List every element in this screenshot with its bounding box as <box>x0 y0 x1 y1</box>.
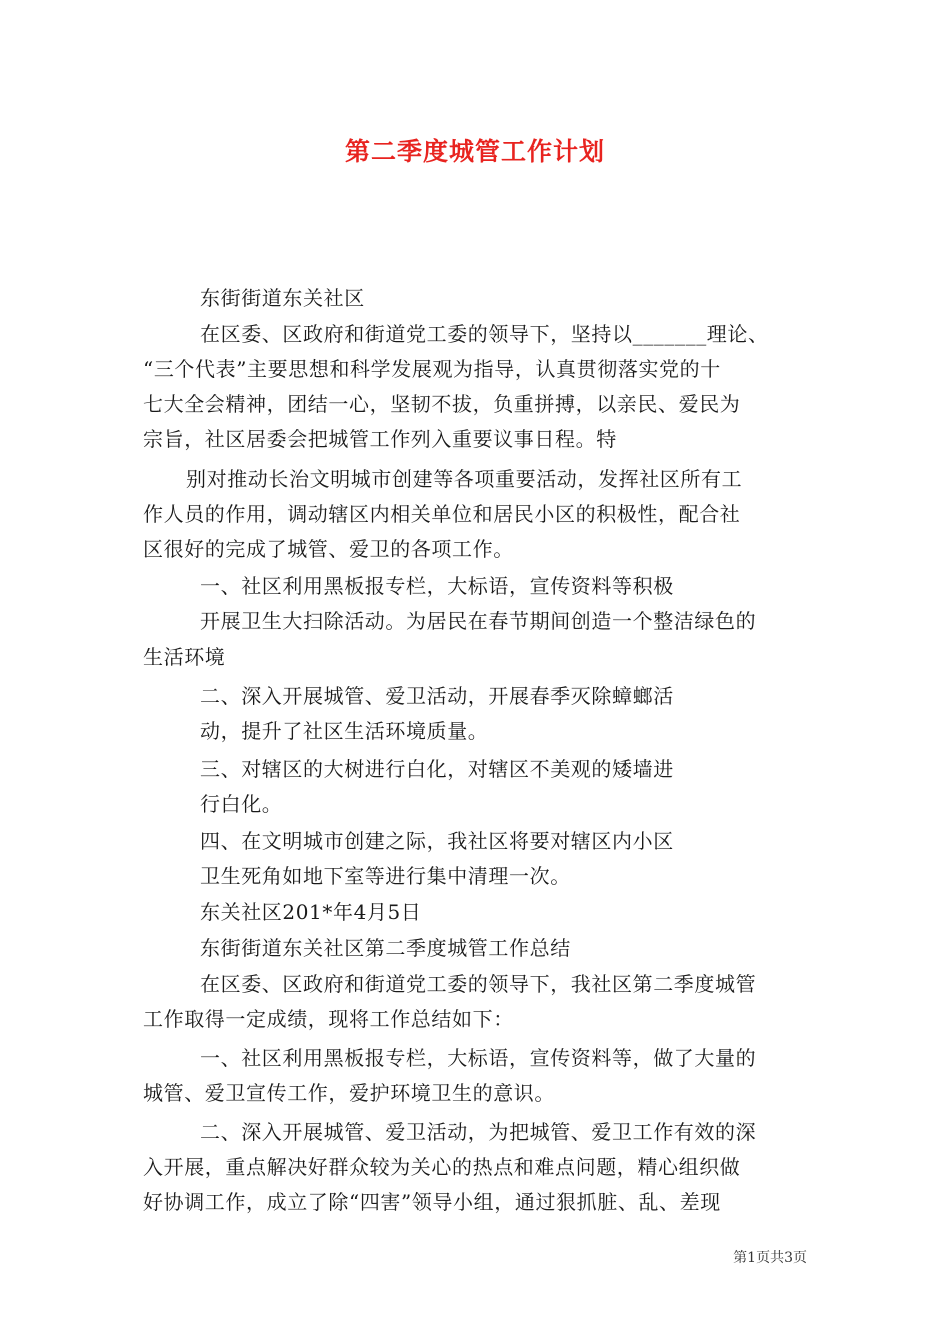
text-line: 工作取得一定成绩，现将工作总结如下： <box>143 1007 514 1031</box>
text-line: 在区委、区政府和街道党工委的领导下，坚持以_______理论、 <box>200 322 769 346</box>
page-number: 第1页共3页 <box>733 1250 807 1266</box>
text-line: 入开展，重点解决好群众较为关心的热点和难点问题，精心组织做 <box>143 1155 741 1179</box>
text-line: 好协调工作，成立了除“四害”领导小组，通过狠抓脏、乱、差现 <box>143 1190 721 1214</box>
text-line: 三、对辖区的大树进行白化，对辖区不美观的矮墙进 <box>200 757 674 781</box>
text-line: 宗旨，社区居委会把城管工作列入重要议事日程。特 <box>143 427 617 451</box>
text-line: 东关社区201*年4月5日 <box>200 900 422 924</box>
text-line: 开展卫生大扫除活动。为居民在春节期间创造一个整洁绿色的 <box>200 609 757 633</box>
text-line: 东街街道东关社区第二季度城管工作总结 <box>200 936 571 960</box>
text-line: 在区委、区政府和街道党工委的领导下，我社区第二季度城管 <box>200 972 757 996</box>
text-line: 行白化。 <box>200 792 283 816</box>
page-title: 第二季度城管工作计划 <box>344 137 605 166</box>
text-line: 生活环境 <box>143 645 226 669</box>
text-line: 一、社区利用黑板报专栏，大标语，宣传资料等，做了大量的 <box>200 1046 757 1070</box>
text-line: 区很好的完成了城管、爱卫的各项工作。 <box>143 537 514 561</box>
text-line: 二、深入开展城管、爱卫活动，开展春季灭除蟑螂活 <box>200 684 674 708</box>
text-line: 城管、爱卫宣传工作，爱护环境卫生的意识。 <box>143 1081 555 1105</box>
text-line: 东街街道东关社区 <box>200 286 365 310</box>
text-line: 动，提升了社区生活环境质量。 <box>200 719 489 743</box>
text-line: 七大全会精神，团结一心，坚韧不拔，负重拼搏，以亲民、爱民为 <box>143 392 741 416</box>
text-line: “三个代表”主要思想和科学发展观为指导，认真贯彻落实党的十 <box>143 357 721 381</box>
text-line: 卫生死角如地下室等进行集中清理一次。 <box>200 864 571 888</box>
text-line: 作人员的作用，调动辖区内相关单位和居民小区的积极性，配合社 <box>143 502 741 526</box>
text-line: 别对推动长治文明城市创建等各项重要活动，发挥社区所有工 <box>186 467 743 491</box>
text-line: 二、深入开展城管、爱卫活动，为把城管、爱卫工作有效的深 <box>200 1120 757 1144</box>
text-line: 一、社区利用黑板报专栏，大标语，宣传资料等积极 <box>200 574 674 598</box>
text-line: 四、在文明城市创建之际，我社区将要对辖区内小区 <box>200 829 674 853</box>
